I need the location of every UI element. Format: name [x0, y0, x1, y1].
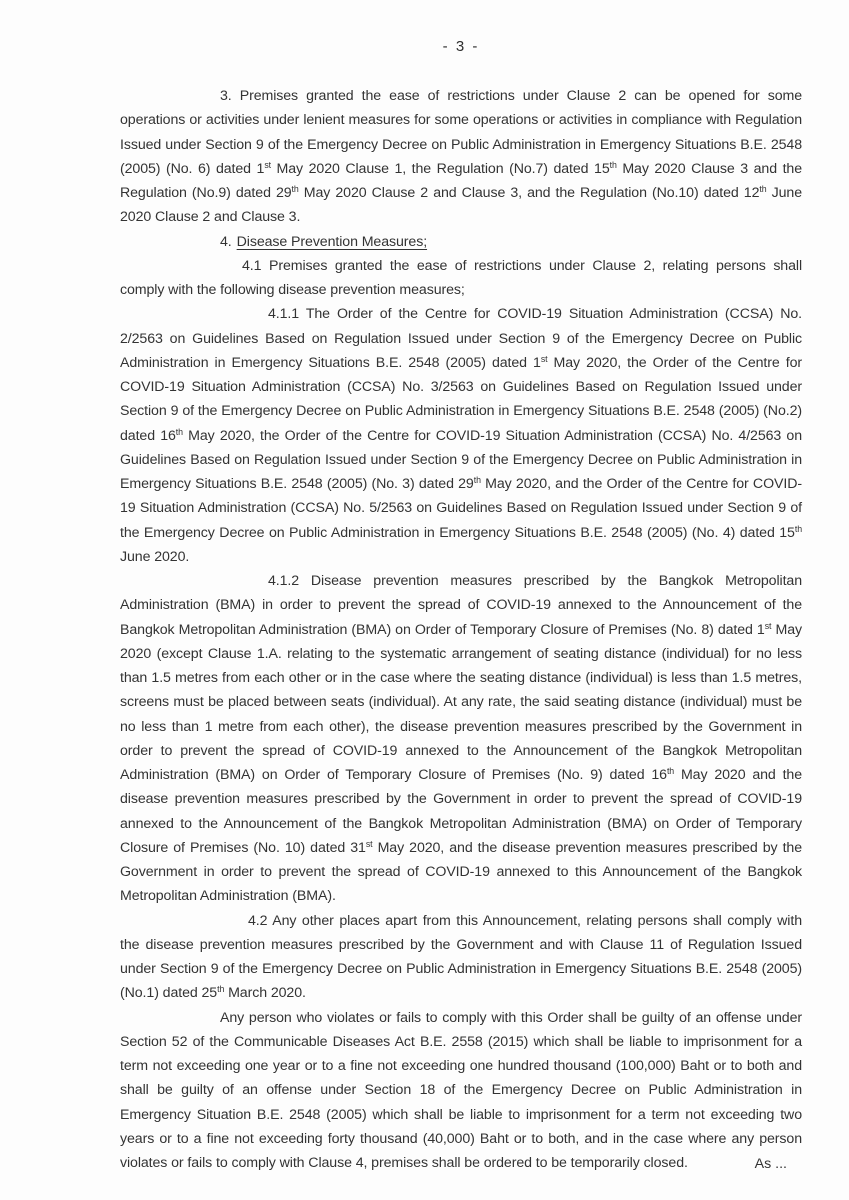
clause-3-paragraph: 3. Premises granted the ease of restrictions under Clause 2 can be opened for some operations or activities under lenient measures for some operations or activities in compliance with Regulation Issued under Section 9 of the Emergency Decree on Public Administration in Emergency Situations B.E. 2548 (2005) (No. 6) dated 1st May 2020 Clause 1, the Regulation (No.7) dated 15th May 2020 Clause 3 and the Regulation (No.9) dated 29th May 2020 Clause 2 and Clause 3, and the Regulation (No.10) dated 12th June 2020 Clause 2 and Clause 3.	[120, 88, 802, 226]
clause-4-heading	[120, 230, 802, 254]
clause-4-1-2-paragraph: 4.1.2 Disease prevention measures prescribed by the Bangkok Metropolitan Administration (BMA) in order to prevent the spread of COVID-19 annexed to the Announcement of the Bangkok Metropolitan Administration (BMA) on Order of Temporary Closure of Premises (No. 8) dated 1st May 2020 (except Clause 1.A. relating to the systematic arrangement of seating distance (individual) for no less than 1.5 metres from each other or in the case where the seating distance (individual) is less than 1.5 metres, screens must be placed between seats (individual). At any rate, the said seating distance (individual) must be no less than 1 metre from each other), the disease prevention measures prescribed by the Government in order to prevent the spread of COVID-19 annexed to the Announcement of the Bangkok Metropolitan Administration (BMA) on Order of Temporary Closure of Premises (No. 9) dated 16th May 2020 and the disease prevention measures prescribed by the Government in order to prevent the spread of COVID-19 annexed to the Announcement of the Bangkok Metropolitan Administration (BMA) on Order of Temporary Closure of Premises (No. 10) dated 31st May 2020, and the disease prevention measures prescribed by the Government in order to prevent the spread of COVID-19 annexed to this Announcement of the Bangkok Metropolitan Administration (BMA).	[120, 573, 803, 905]
clause-4-number: 4.	[220, 233, 232, 250]
page-number: - 3 -	[442, 38, 480, 55]
document-body	[120, 84, 802, 1175]
clause-4-title: Disease Prevention Measures;	[236, 233, 428, 250]
clause-4-1-paragraph: 4.1 Premises granted the ease of restrictions under Clause 2, relating persons shall comply with the following disease prevention measures;	[120, 257, 802, 298]
penalty-paragraph: Any person who violates or fails to comply with this Order shall be guilty of an offense under Section 52 of the Communicable Diseases Act B.E. 2558 (2015) which shall be liable to imprisonment for a term not exceeding one year or to a fine not exceeding one hundred thousand (100,000) Baht or to both and shall be guilty of an offense under Section 18 of the Emergency Decree on Public Administration in Emergency Situation B.E. 2548 (2005) which shall be liable to imprisonment for a term not exceeding two years or to a fine not exceeding forty thousand (40,000) Baht or to both, and in the case where any person violates or fails to comply with Clause 4, premises shall be ordered to be temporarily closed.	[120, 1009, 802, 1171]
clause-4-1-1-paragraph: 4.1.1 The Order of the Centre for COVID-19 Situation Administration (CCSA) No. 2/2563 on Guidelines Based on Regulation Issued under Section 9 of the Emergency Decree on Public Administration in Emergency Situations B.E. 2548 (2005) dated 1st May 2020, the Order of the Centre for COVID-19 Situation Administration (CCSA) No. 3/2563 on Guidelines Based on Regulation Issued under Section 9 of the Emergency Decree on Public Administration in Emergency Situations B.E. 2548 (2005) (No.2) dated 16th May 2020, the Order of the Centre for COVID-19 Situation Administration (CCSA) No. 4/2563 on Guidelines Based on Regulation Issued under Section 9 of the Emergency Decree on Public Administration in Emergency Situations B.E. 2548 (2005) (No. 3) dated 29th May 2020, and the Order of the Centre for COVID-19 Situation Administration (CCSA) No. 5/2563 on Guidelines Based on Regulation Issued under Section 9 of the Emergency Decree on Public Administration in Emergency Situations B.E. 2548 (2005) (No. 4) dated 15th June 2020.	[120, 306, 802, 565]
continuation-mark: As ...	[754, 1156, 787, 1172]
clause-4-2-paragraph: 4.2 Any other places apart from this Announcement, relating persons shall comply with the disease prevention measures prescribed by the Government and with Clause 11 of Regulation Issued under Section 9 of the Emergency Decree on Public Administration in Emergency Situations B.E. 2548 (2005) (No.1) dated 25th March 2020.	[120, 912, 802, 1002]
